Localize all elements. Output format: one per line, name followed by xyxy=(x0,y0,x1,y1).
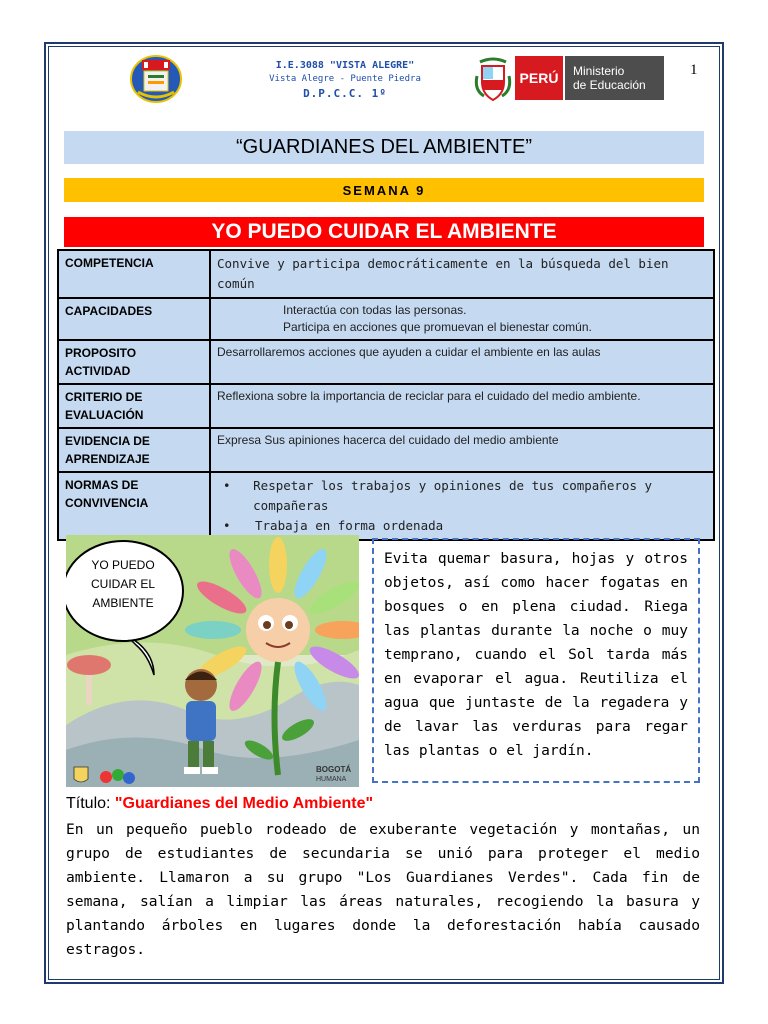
evidencia-label: EVIDENCIA DE APRENDIZAJE xyxy=(58,428,210,472)
table-row xyxy=(58,298,714,340)
school-crest-icon xyxy=(130,52,182,104)
list-item xyxy=(217,516,707,536)
section-title: YO PUEDO CUIDAR EL AMBIENTE xyxy=(64,217,704,247)
bubble-text-line2: CUIDAR EL xyxy=(90,577,156,591)
illustration xyxy=(66,535,359,787)
competencia-label: COMPETENCIA xyxy=(58,250,210,298)
capacidades-label: CAPACIDADES xyxy=(58,298,210,340)
tips-box: Evita quemar basura, hojas y otros objetos, así como hacer fogatas en bosques o en plena ciudad. Riega las plantas durante la noche o muy temprano, cuando el Sol tarda más en evaporar el agua. Reutiliza el agua que juntaste de la regadera y de lavar las verduras para regar las plantas o el jardín. xyxy=(372,538,700,783)
bubble-text-line1: YO PUEDO xyxy=(91,558,155,572)
capacidades-value xyxy=(210,298,714,340)
criterio-label: CRITERIO DE EVALUACIÓN xyxy=(58,384,210,428)
story-title: "Guardianes del Medio Ambiente" xyxy=(114,795,374,812)
bullet-icon: • xyxy=(223,518,231,533)
normas-value xyxy=(210,472,714,540)
table-row xyxy=(58,250,714,298)
proposito-label: PROPOSITO ACTIVIDAD xyxy=(58,340,210,384)
competencia-value: Convive y participa democráticamente en la búsqueda del bien común xyxy=(210,250,714,298)
table-row xyxy=(58,472,714,540)
brand-text-1: BOGOTÁ xyxy=(316,765,352,774)
bogota-crest-icon xyxy=(74,767,88,782)
peru-shield-icon xyxy=(474,56,512,102)
table-row xyxy=(58,428,714,472)
capacidad-text: Participa en acciones que promuevan el bienestar común. xyxy=(283,320,592,334)
ministry-label-line1: Ministerio xyxy=(573,64,625,78)
school-name: I.E.3088 "VISTA ALEGRE" xyxy=(275,60,415,71)
week-label: SEMANA 9 xyxy=(64,178,704,202)
main-title: “GUARDIANES DEL AMBIENTE” xyxy=(64,131,704,164)
story-title-prefix: Título: xyxy=(66,795,111,812)
bullet-icon: • xyxy=(223,478,231,493)
list-item xyxy=(217,302,707,319)
evidencia-value: Expresa Sus apiniones hacerca del cuidado del medio ambiente xyxy=(210,428,714,472)
norma-text: Respetar los trabajos y opiniones de tus compañeros y compañeras xyxy=(253,478,653,513)
list-item xyxy=(217,319,707,336)
department-label: D.P.C.C. 1º xyxy=(303,87,387,100)
page-number: 1 xyxy=(690,62,698,78)
peru-label: PERÚ xyxy=(515,56,563,100)
normas-label: NORMAS DE CONVIVENCIA xyxy=(58,472,210,540)
table-row xyxy=(58,384,714,428)
ministry-label xyxy=(565,56,664,100)
info-table xyxy=(57,249,715,541)
school-address: Vista Alegre - Puente Piedra xyxy=(269,74,421,84)
capacidad-text: Interactúa con todas las personas. xyxy=(283,303,467,317)
bullet-marker xyxy=(217,302,283,319)
criterio-value: Reflexiona sobre la importancia de reciclar para el cuidado del medio ambiente. xyxy=(210,384,714,428)
brand-text-2: HUMANA xyxy=(316,776,347,783)
table-row xyxy=(58,340,714,384)
bubble-text-line3: AMBIENTE xyxy=(92,596,154,610)
list-item xyxy=(217,476,707,516)
proposito-value: Desarrollaremos acciones que ayuden a cuidar el ambiente en las aulas xyxy=(210,340,714,384)
speech-bubble xyxy=(66,541,183,641)
bullet-marker xyxy=(217,319,283,336)
story-text: En un pequeño pueblo rodeado de exuberante vegetación y montañas, un grupo de estudiantes de secundaria se unió para proteger el medio ambiente. Llamaron a su grupo "Los Guardianes Verdes". Cada fin de semana, salían a limpiar las áreas naturales, recogiendo la basura y plantando árboles en lugares donde la deforestación había causado estragos. xyxy=(66,821,700,958)
story-title-row xyxy=(66,795,373,813)
ministry-label-line2: de Educación xyxy=(573,78,646,92)
norma-text: Trabaja en forma ordenada xyxy=(255,518,444,533)
